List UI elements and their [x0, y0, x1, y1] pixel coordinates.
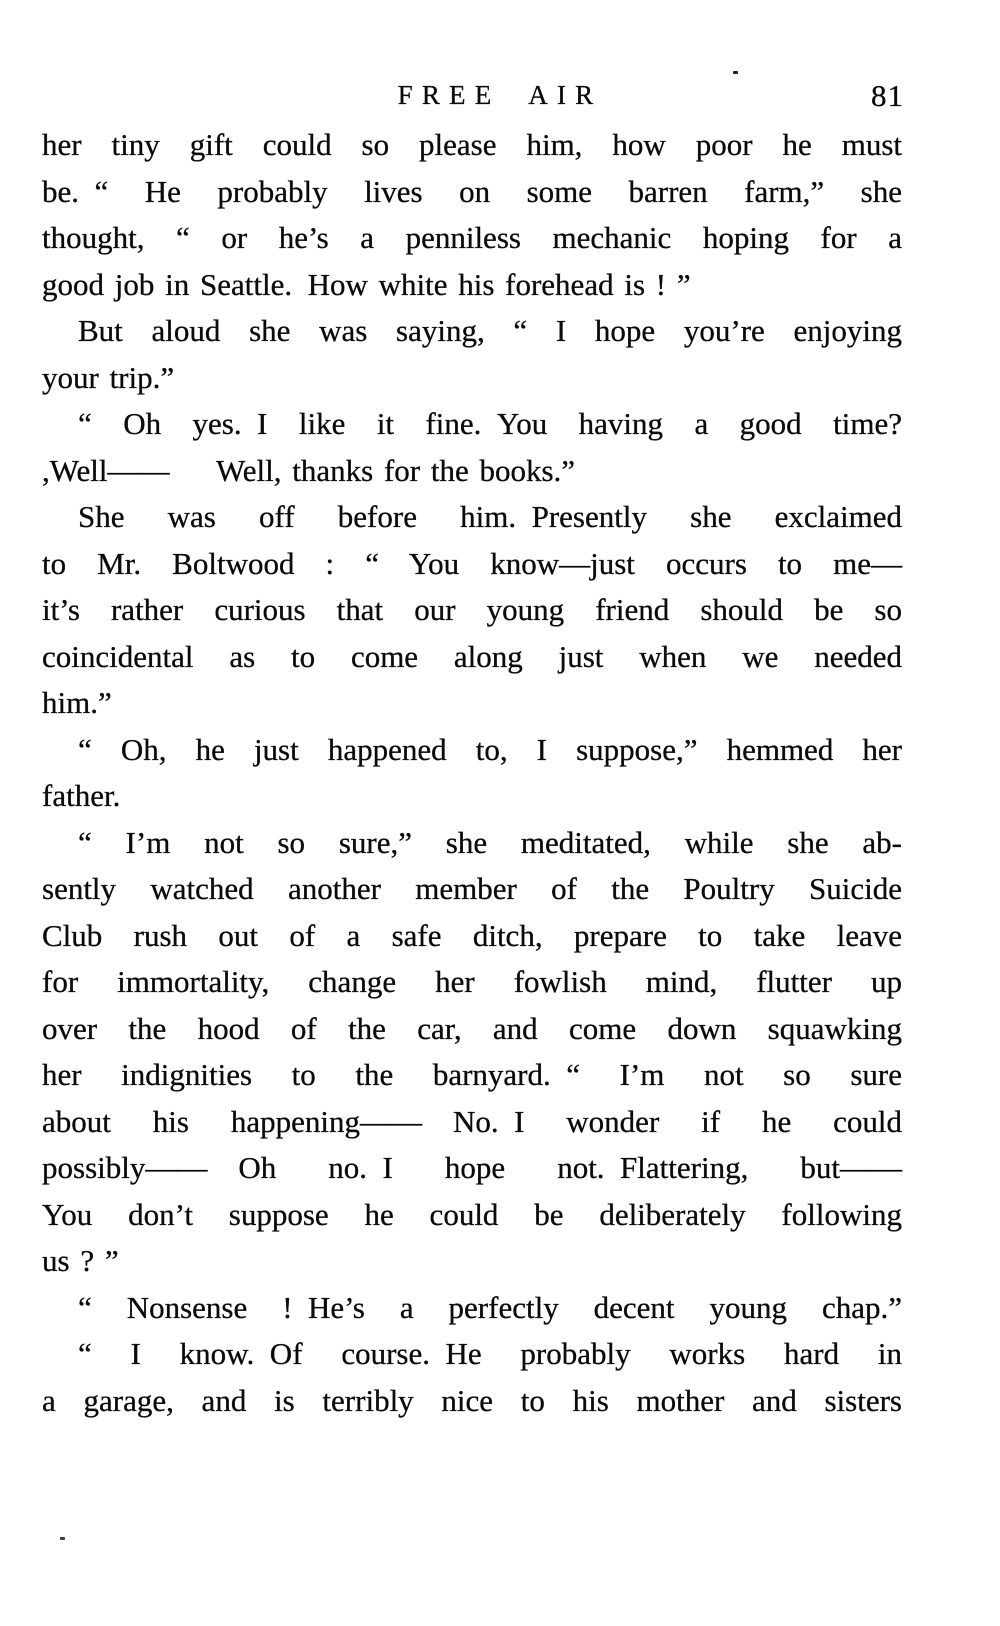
- running-head-title: FREE AIR: [397, 80, 603, 110]
- text-line: good job in Seattle. How white his forehead is ! ”: [42, 266, 691, 302]
- text-line: him.”: [42, 685, 112, 720]
- page-number: 81: [871, 78, 904, 113]
- text-line: “ Nonsense ! He’s a perfectly decent young chap.”: [78, 1289, 902, 1325]
- text-line: “ I know. Of course. He probably works hard in: [78, 1336, 902, 1371]
- text-line: over the hood of the car, and come down squawking: [42, 1010, 902, 1046]
- text-line: “ Oh, he just happened to, I suppose,” hemmed her: [78, 731, 902, 767]
- text-line: “ I’m not so sure,” she meditated, while she ab-: [78, 824, 902, 860]
- text-line: about his happening—— No. I wonder if he could: [42, 1103, 902, 1139]
- text-line: possibly—— Oh no. I hope not. Flattering, but——: [42, 1150, 902, 1185]
- text-line: But aloud she was saying, “ I hope you’re enjoying: [78, 313, 902, 348]
- text-line: “ Oh yes. I like it fine. You having a good time?: [78, 406, 902, 441]
- text-line: her indignities to the barnyard. “ I’m not so sure: [42, 1057, 902, 1092]
- text-line: a garage, and is terribly nice to his mother and sisters: [42, 1382, 902, 1418]
- text-line: You don’t suppose he could be deliberately following: [42, 1196, 902, 1232]
- text-line: coincidental as to come along just when we needed: [42, 638, 902, 674]
- text-line: thought, “ or he’s a penniless mechanic hoping for a: [42, 220, 902, 255]
- text-line: us ? ”: [42, 1243, 119, 1278]
- text-line: father.: [42, 778, 121, 813]
- text-line: sently watched another member of the Poultry Suicide: [42, 871, 902, 906]
- text-line: ,Well—— Well, thanks for the books.”: [42, 452, 576, 488]
- text-line: be. “ He probably lives on some barren farm,” she: [42, 173, 902, 209]
- ink-speck-bottom: [60, 1537, 65, 1540]
- body-text: [42, 122, 902, 1424]
- ink-speck-top: [733, 71, 738, 74]
- text-line: your trip.”: [42, 359, 175, 395]
- text-line: Club rush out of a safe ditch, prepare to take leave: [42, 917, 902, 953]
- text-line: to Mr. Boltwood : “ You know—just occurs to me—: [42, 545, 902, 581]
- text-line: it’s rather curious that our young friend should be so: [42, 592, 902, 627]
- text-line: her tiny gift could so please him, how poor he must: [42, 127, 902, 162]
- text-line: for immortality, change her fowlish mind, flutter up: [42, 964, 902, 999]
- text-line: She was off before him. Presently she exclaimed: [78, 499, 902, 534]
